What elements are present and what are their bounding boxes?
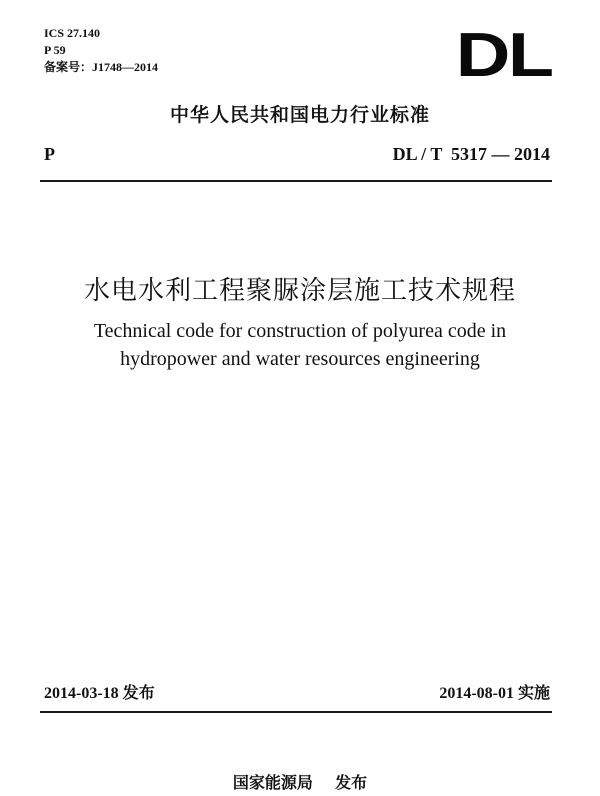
issue-date-value: 2014-03-18 [44, 685, 119, 702]
standard-number: DL / T 5317 — 2014 [392, 144, 550, 164]
class-letter: P [44, 144, 55, 164]
implementation-date [439, 680, 550, 703]
classification-code: P 59 [44, 43, 66, 57]
title-english-line1: Technical code for construction of polyurea code in [93, 320, 507, 342]
dl-logo: DL [456, 21, 552, 90]
ics-code: ICS 27.140 [44, 26, 101, 40]
implementation-label: 实施 [517, 683, 550, 702]
implementation-date-value: 2014-08-01 [439, 685, 514, 702]
publisher-line [0, 770, 600, 793]
publisher-name: 国家能源局 [232, 773, 313, 792]
publish-label: 发布 [335, 773, 368, 792]
bottom-divider [40, 711, 552, 713]
registration-number: 备案号：J1748—2014 [44, 60, 159, 74]
title-english-line2: hydropower and water resources engineering [120, 348, 480, 370]
standard-organization: 中华人民共和国电力行业标准 [169, 104, 430, 126]
top-divider [40, 180, 552, 182]
issue-label: 发布 [122, 683, 155, 702]
issue-date [44, 680, 155, 703]
title-chinese: 水电水利工程聚脲涂层施工技术规程 [83, 276, 516, 306]
